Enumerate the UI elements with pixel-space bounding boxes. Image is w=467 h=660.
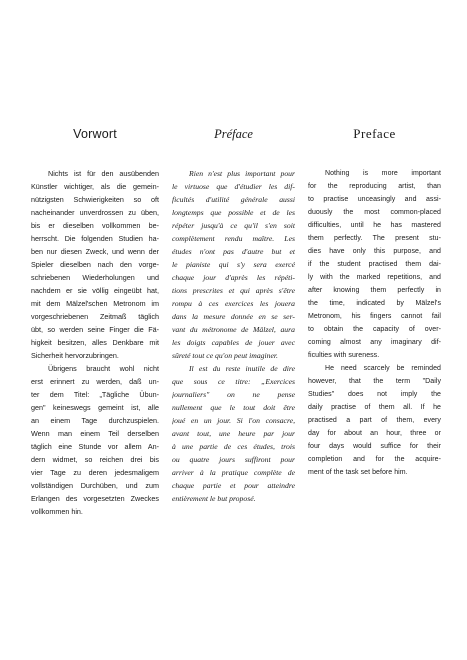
text-line: rompu à ces exercices les jouera — [172, 299, 295, 308]
text-line: ficultés d'utilité générale aussi — [172, 195, 295, 204]
text-line: Spieler dieselben nach den vorge- — [31, 260, 159, 269]
text-line: an einem Tage durchzuspielen. — [31, 416, 159, 425]
text-line: them perfectly. The present stu- — [308, 235, 441, 242]
text-line: gen" keineswegs gemeint ist, alle — [31, 403, 159, 412]
text-line: schriebenen Wiederholungen und — [31, 273, 159, 282]
text-line: ly with the marked repetitions, and — [308, 274, 441, 281]
english-heading: Preface — [353, 126, 396, 141]
text-line: Metronom, his fingers cannot fail — [308, 313, 441, 320]
text-line: täglich eine Stunde vor allem An- — [31, 442, 159, 451]
text-line: chaque partie et pour atteindre — [172, 481, 295, 490]
text-line: duously the most common-placed — [308, 209, 441, 216]
text-line: vollkommen hin. — [31, 507, 83, 516]
english-paragraph-2 — [308, 362, 441, 479]
text-line: que sous ce titre: „Exercices — [172, 377, 295, 386]
english-column — [308, 126, 441, 479]
text-line: Künstler wichtiger, als die gemein- — [31, 182, 159, 191]
text-line: complètement rendu maître. Les — [172, 234, 295, 243]
text-line: le pianiste qui s'y sera exercé — [172, 260, 295, 269]
text-line: nacheinander unverdrossen zu üben, — [31, 208, 159, 217]
text-line: arriver à la pratique complète de — [172, 468, 295, 477]
text-line: after knowing them perfectly in — [308, 287, 441, 294]
text-line: daily practise of them all. If he — [308, 404, 441, 411]
text-line: He need scarcely be reminded — [325, 365, 441, 372]
text-line: le virtuose que d'étudier les dif- — [172, 182, 295, 191]
text-line: the time, indicated by Mälzel's — [308, 300, 441, 307]
text-line: dern widmet, so reichen drei bis — [31, 455, 159, 464]
text-line: Studies" does not imply the — [308, 391, 441, 398]
text-line: for the reproducing artist, than — [308, 183, 441, 190]
text-line: completion and for the acquire- — [308, 456, 441, 463]
text-line: Rien n'est plus important pour — [189, 169, 295, 178]
text-line: practised a part of them, every — [308, 417, 441, 424]
german-paragraph-2 — [31, 362, 159, 518]
text-line: journaliers" on ne pense — [172, 390, 295, 399]
french-paragraph-2 — [172, 362, 295, 505]
text-line: erst erinnert zu werden, daß un- — [31, 377, 159, 386]
text-line: à une partie de ces études, trois — [172, 442, 295, 451]
text-line: higkeit besitzen, alles Denkbare mit — [31, 338, 159, 347]
text-line: Nichts ist für den ausübenden — [48, 169, 159, 178]
text-line: if the student practised them dai- — [308, 261, 441, 268]
text-line: vorgeschriebenen Zeitmaß täglich — [31, 312, 159, 321]
text-line: Sicherheit hervorzubringen. — [31, 351, 119, 360]
text-line: however, that the term "Daily — [308, 378, 441, 385]
text-line: Übrigens braucht wohl nicht — [48, 364, 159, 373]
text-line: joué en un jour. Si l'on consacre, — [172, 416, 295, 425]
french-paragraph-1 — [172, 167, 295, 362]
text-line: ou quatre jours suffiront pour — [172, 455, 295, 464]
text-line: day for about an hour, three or — [308, 430, 441, 437]
text-line: Nothing is more important — [325, 170, 441, 177]
german-paragraph-1 — [31, 167, 159, 362]
text-line: vier Tage zu deren jedesmaligem — [31, 468, 159, 477]
text-line: répéter jusqu'à ce qu'il s'en soit — [172, 221, 295, 230]
text-line: sûreté tout ce qu'on peut imaginer. — [172, 351, 278, 360]
text-line: four days would suffice for their — [308, 443, 441, 450]
german-heading: Vorwort — [73, 127, 117, 141]
text-line: dans la mesure donnée en se ser- — [172, 312, 295, 321]
text-line: to obtain the capacity of over- — [308, 326, 441, 333]
text-line: nachdem er sie völlig eingeübt hat, — [31, 286, 159, 295]
text-line: vollständigen Durchüben, und zum — [31, 481, 159, 490]
text-line: longtemps que possible et de les — [172, 208, 295, 217]
french-heading: Préface — [214, 127, 253, 141]
text-line: tions prescrites et qui après s'être — [172, 286, 295, 295]
text-line: bis er dieselben vollkommen be- — [31, 221, 159, 230]
text-line: Wenn man einem Teil derselben — [31, 429, 159, 438]
german-column — [31, 126, 159, 518]
text-line: chaque jour d'après les répéti- — [172, 273, 295, 282]
text-line: ben nur diesen Zweck, und wenn der — [31, 247, 159, 256]
text-line: les doigts capables de jouer avec — [172, 338, 295, 347]
text-line: avant tout, une heure par jour — [172, 429, 295, 438]
text-line: difficulties, until he has mastered — [308, 222, 441, 229]
french-column — [172, 126, 295, 505]
text-line: ter dem Titel: „Tägliche Übun- — [31, 390, 159, 399]
text-line: herrscht. Die folgenden Studien ha- — [31, 234, 159, 243]
text-line: dies have only this purpose, and — [308, 248, 441, 255]
text-line: ment of the task set before him. — [308, 469, 408, 476]
text-line: nullement que le tout doit être — [172, 403, 295, 412]
text-line: Il est du reste inutile de dire — [189, 364, 295, 373]
text-line: vant du métronome de Mälzel, aura — [172, 325, 295, 334]
text-line: études n'ont pas d'autre but et — [172, 247, 295, 256]
text-line: ficulties with sureness. — [308, 352, 380, 359]
text-line: entièrement le but proposé. — [172, 494, 256, 503]
text-line: coming almost any imaginary dif- — [308, 339, 441, 346]
text-line: mit dem Mälzel'schen Metronom im — [31, 299, 159, 308]
text-line: übt, so werden seine Finger die Fä- — [31, 325, 159, 334]
english-paragraph-1 — [308, 167, 441, 362]
text-line: to practise unceasingly and assi- — [308, 196, 441, 203]
text-line: nützigsten Schwierigkeiten so oft — [31, 195, 159, 204]
text-line: Erlangen des vorgesetzten Zweckes — [31, 494, 159, 503]
